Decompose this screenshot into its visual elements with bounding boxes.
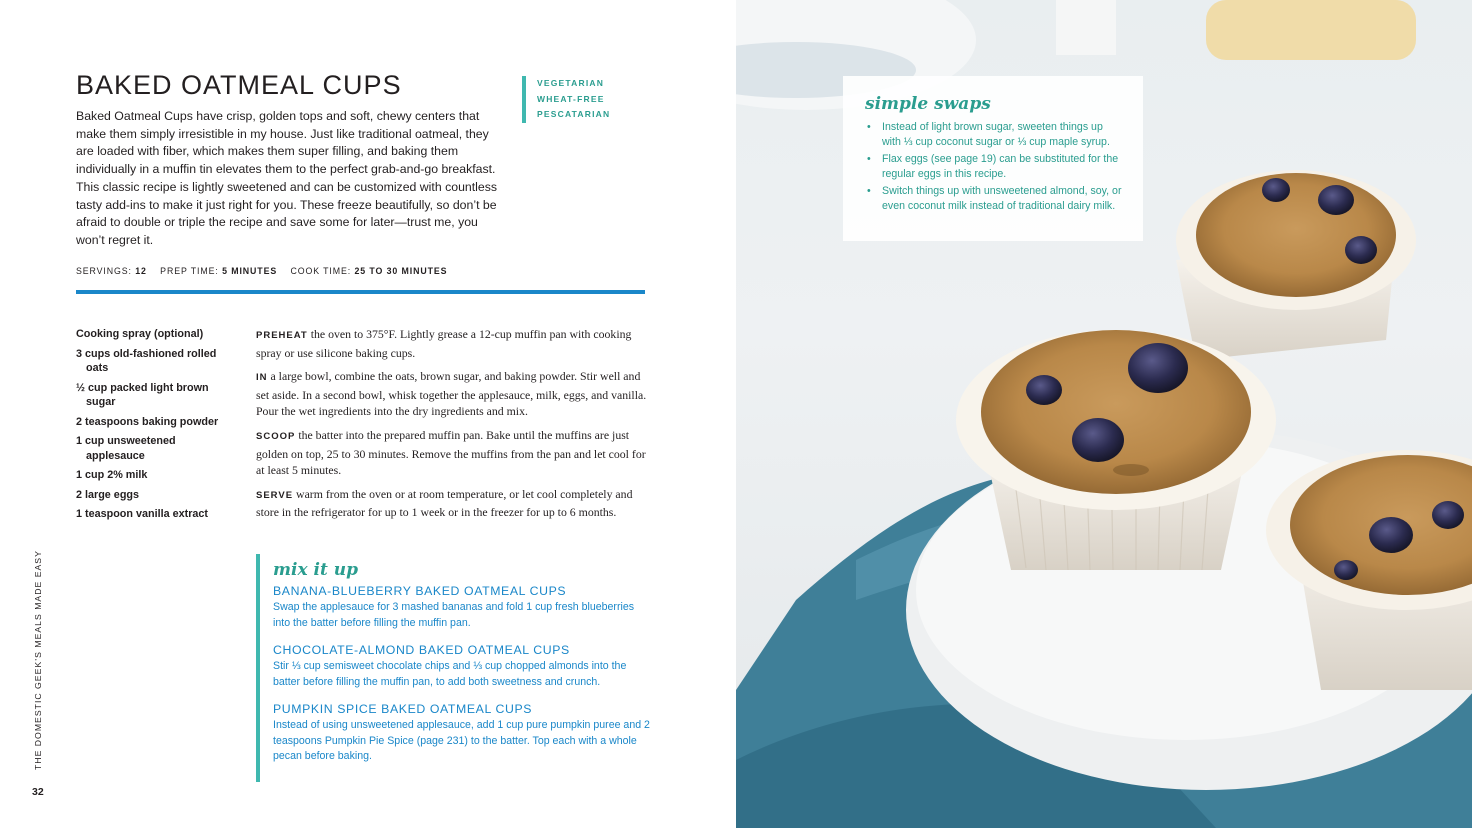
variation-title: CHOCOLATE-ALMOND BAKED OATMEAL CUPS [273,643,570,657]
page-number: 32 [32,786,44,798]
baked-oatmeal-cup-back [1176,170,1416,360]
simple-swaps-list [865,120,1123,214]
ingredient-item: ½ cup packed light brown sugar [76,381,209,408]
blueberry [1334,560,1358,580]
ingredient-item: 3 cups old-fashioned rolled oats [76,347,217,374]
blueberry [1026,375,1062,405]
ingredient-item: 1 teaspoon vanilla extract [76,508,209,520]
ingredient-item: 1 cup unsweetened applesauce [76,435,176,462]
baked-oatmeal-cup-front [956,330,1276,570]
step-combine [256,368,647,420]
swap-item: • Instead of light brown sugar, sweeten things up with ⅓ cup coconut sugar or ⅓ cup maple syrup. [865,120,1123,151]
cook-time-label: COOK TIME: [290,266,352,276]
divider-rule [76,290,645,294]
servings-label: SERVINGS: [76,266,132,276]
recipe-title: BAKED OATMEAL CUPS [76,70,402,100]
ingredient-item: 2 large eggs [76,488,140,501]
blueberry [1432,501,1464,529]
mix-it-up-box [256,554,651,782]
running-head: THE DOMESTIC GEEK’S MEALS MADE EASY [33,550,43,770]
simple-swaps-box [843,76,1143,241]
blueberry [1262,178,1290,202]
ingredient-item: 2 teaspoons baking powder [76,415,219,428]
diet-tag-pescatarian: PESCATARIAN [537,109,611,119]
step-serve [256,486,647,521]
step-keyword: PREHEAT [256,330,308,341]
blueberry [1072,418,1124,462]
step-scoop [256,427,647,479]
diet-tag-wheat-free: WHEAT-FREE [537,93,605,104]
diet-tags [522,76,610,123]
recipe-intro: Baked Oatmeal Cups have crisp, golden tops and soft, chewy centers that make them simply irresistible in my house. Just like traditional oatmeal, they are loaded with fiber, which makes them super filling, and baking them individually in a muffin tin elevates them to the perfect grab-and-go breakfast. This classic recipe is lightly sweetened and can be customized with countless tasty add-ins to make it just right for you. These freeze beautifully, so don’t be afraid to double or triple the recipe and save some for later—trust me, you won’t regret it. [76,109,498,247]
step-text: warm from the oven or at room temperature, or let cool completely and store in the refrigerator for up to 1 week or in the freezer for up to 6 months. [256,486,633,520]
variation-banana-blueberry [273,584,651,631]
prep-time-label: PREP TIME: [160,266,219,276]
method-steps [256,326,647,528]
ingredient-item: Cooking spray (optional) [76,328,204,340]
prep-time-value: 5 MINUTES [222,266,278,276]
cook-time-value: 25 TO 30 MINUTES [354,266,448,276]
food-photo [736,0,1472,828]
step-preheat [256,326,647,361]
step-text: a large bowl, combine the oats, brown sugar, and baking powder. Stir well and set aside. In a second bowl, whisk together the applesauce, milk, eggs, and vanilla. Pour the wet ingredients into the dry ingredients and mix. [256,369,647,419]
variation-chocolate-almond [273,643,651,690]
step-text: the oven to 375°F. Lightly grease a 12-cup muffin pan with cooking spray or use silicone baking cups. [256,327,632,360]
blueberry [1128,343,1188,393]
blueberry [1318,185,1354,215]
variation-description: Stir ⅓ cup semisweet chocolate chips and ⅓ cup chopped almonds into the batter before filling the muffin pan, to add both sweetness and crunch. [273,660,627,688]
swap-item: • Switch things up with unsweetened almond, soy, or even coconut milk instead of traditional dairy milk. [865,184,1123,215]
step-keyword: SERVE [256,489,294,501]
recipe-meta [76,266,447,276]
simple-swaps-title: simple swaps [865,94,991,114]
right-page [736,0,1472,828]
swap-item: • Flax eggs (see page 19) can be substituted for the regular eggs in this recipe. [865,152,1123,183]
blueberry [1369,517,1413,553]
variation-pumpkin-spice [273,702,651,765]
variation-description: Instead of using unsweetened applesauce, add 1 cup pure pumpkin puree and 2 teaspoons Pumpkin Pie Spice (page 231) to the batter. Top each with a whole pecan before baking. [273,719,650,762]
ingredient-list [76,327,236,527]
variation-title: PUMPKIN SPICE BAKED OATMEAL CUPS [273,702,533,716]
mix-it-up-title: mix it up [273,560,358,580]
background-utensil [1056,0,1116,55]
blueberry [1345,236,1377,264]
variation-description: Swap the applesauce for 3 mashed bananas and fold 1 cup fresh blueberries into the batter before filling the muffin pan. [273,601,635,629]
step-keyword: SCOOP [256,430,296,442]
diet-tag-vegetarian: VEGETARIAN [537,78,605,88]
servings-value: 12 [135,266,147,276]
step-text: the batter into the prepared muffin pan. Bake until the muffins are just golden on top, 25 to 30 minutes. Remove the muffins from the pan and let cool for at least 5 minutes. [256,427,646,478]
variation-title: BANANA-BLUEBERRY BAKED OATMEAL CUPS [273,584,567,598]
background-glass [1206,0,1416,60]
ingredient-item: 1 cup 2% milk [76,469,148,481]
step-keyword: IN [256,372,268,384]
